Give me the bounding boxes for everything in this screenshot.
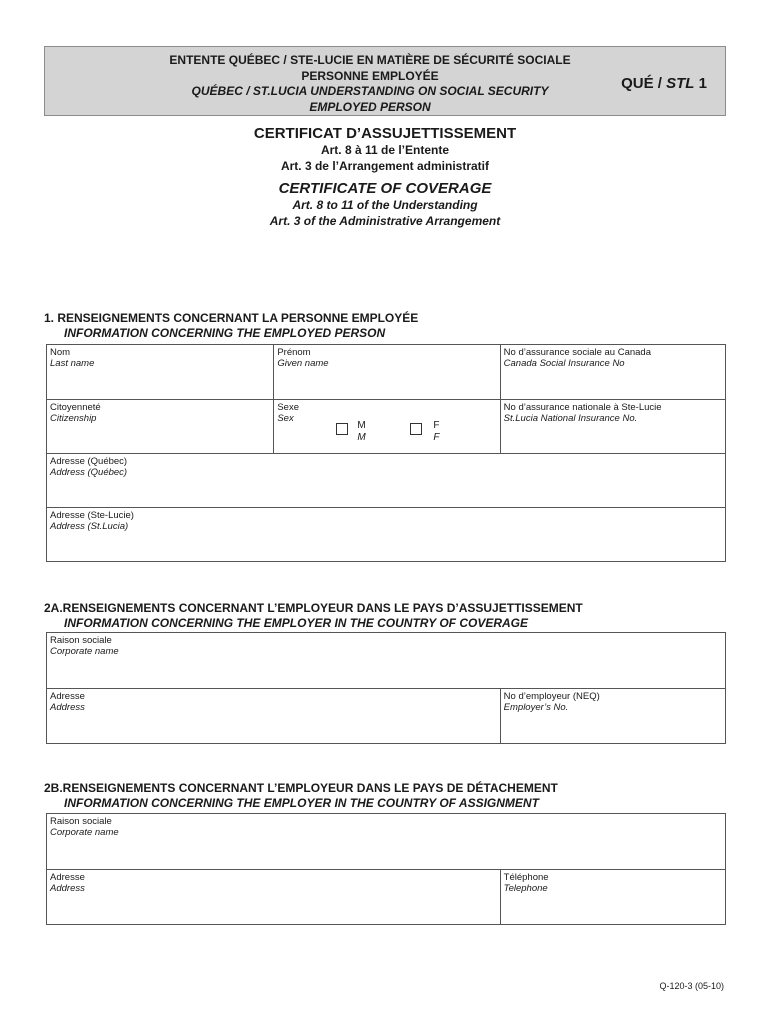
section-2b-title: 2B.RENSEIGNEMENTS CONCERNANT L’EMPLOYEUR DANS LE PAYS DE DÉTACHEMENT INFORMATION CONCERNING THE EMPLOYER IN THE COUNTRY OF ASSIGNMENT [44, 781, 558, 810]
canada-sin-field[interactable]: No d’assurance sociale au Canada Canada Social Insurance No [500, 345, 725, 399]
title-en-sub2: Art. 3 of the Administrative Arrangement [269, 213, 501, 228]
citizenship-field[interactable]: Citoyenneté Citizenship [50, 402, 101, 424]
form-number: Q-120-3 (05-10) [659, 981, 724, 991]
title-fr-sub1: Art. 8 à 11 de l’Entente [320, 143, 450, 157]
address-quebec-field[interactable]: Adresse (Québec) Address (Québec) [50, 456, 128, 478]
telephone-field[interactable]: Téléphone Telephone [500, 870, 725, 924]
coverage-address-field[interactable]: Adresse Address [50, 691, 85, 713]
title-en: CERTIFICATE OF COVERAGE [278, 180, 492, 197]
header-line-1: ENTENTE QUÉBEC / STE-LUCIE EN MATIÈRE DE SÉCURITÉ SOCIALE [169, 53, 571, 67]
header-line-3: QUÉBEC / ST.LUCIA UNDERSTANDING ON SOCIAL SECURITY [191, 84, 549, 98]
section-1-title: 1. RENSEIGNEMENTS CONCERNANT LA PERSONNE EMPLOYÉE INFORMATION CONCERNING THE EMPLOYED PERSON [44, 311, 419, 340]
sex-male-option[interactable]: M M [336, 420, 365, 444]
header-line-2: PERSONNE EMPLOYÉE [301, 68, 439, 83]
given-name-field[interactable]: Prénom Given name [273, 345, 499, 399]
section-2a-title: 2A.RENSEIGNEMENTS CONCERNANT L’EMPLOYEUR DANS LE PAYS D’ASSUJETTISSEMENT INFORMATION CONCERNING THE EMPLOYER IN THE COUNTRY OF COVERAGE [44, 601, 583, 630]
header-line-4: EMPLOYED PERSON [309, 99, 431, 114]
form-header [44, 46, 726, 116]
assignment-corporate-name-field[interactable]: Raison sociale Corporate name [50, 816, 119, 838]
title-en-block [0, 180, 770, 229]
title-fr-block [0, 125, 770, 174]
sex-field: Sexe Sex M M F F [273, 400, 499, 453]
title-fr-sub2: Art. 3 de l’Arrangement administratif [280, 158, 490, 173]
assignment-address-field[interactable]: Adresse Address [50, 872, 85, 894]
employee-info-table [46, 344, 726, 562]
header-title [165, 53, 575, 115]
employer-assignment-table [46, 813, 726, 925]
stlucia-nin-field[interactable]: No d’assurance nationale à Ste-Lucie St.Lucia National Insurance No. [500, 400, 725, 453]
title-en-sub1: Art. 8 to 11 of the Understanding [292, 198, 478, 212]
sex-female-option[interactable]: F F [410, 420, 439, 444]
employer-coverage-table [46, 632, 726, 744]
last-name-field[interactable]: Nom Last name [50, 347, 95, 369]
sex-male-checkbox[interactable] [336, 423, 348, 435]
coverage-corporate-name-field[interactable]: Raison sociale Corporate name [50, 635, 119, 657]
employer-number-field[interactable]: No d’employeur (NEQ) Employer’s No. [500, 689, 725, 743]
address-stlucia-field[interactable]: Adresse (Ste-Lucie) Address (St.Lucia) [50, 510, 134, 532]
title-fr: CERTIFICAT D’ASSUJETTISSEMENT [253, 125, 517, 142]
form-code-badge: QUÉ / STL 1 [621, 75, 707, 92]
sex-female-checkbox[interactable] [410, 423, 422, 435]
